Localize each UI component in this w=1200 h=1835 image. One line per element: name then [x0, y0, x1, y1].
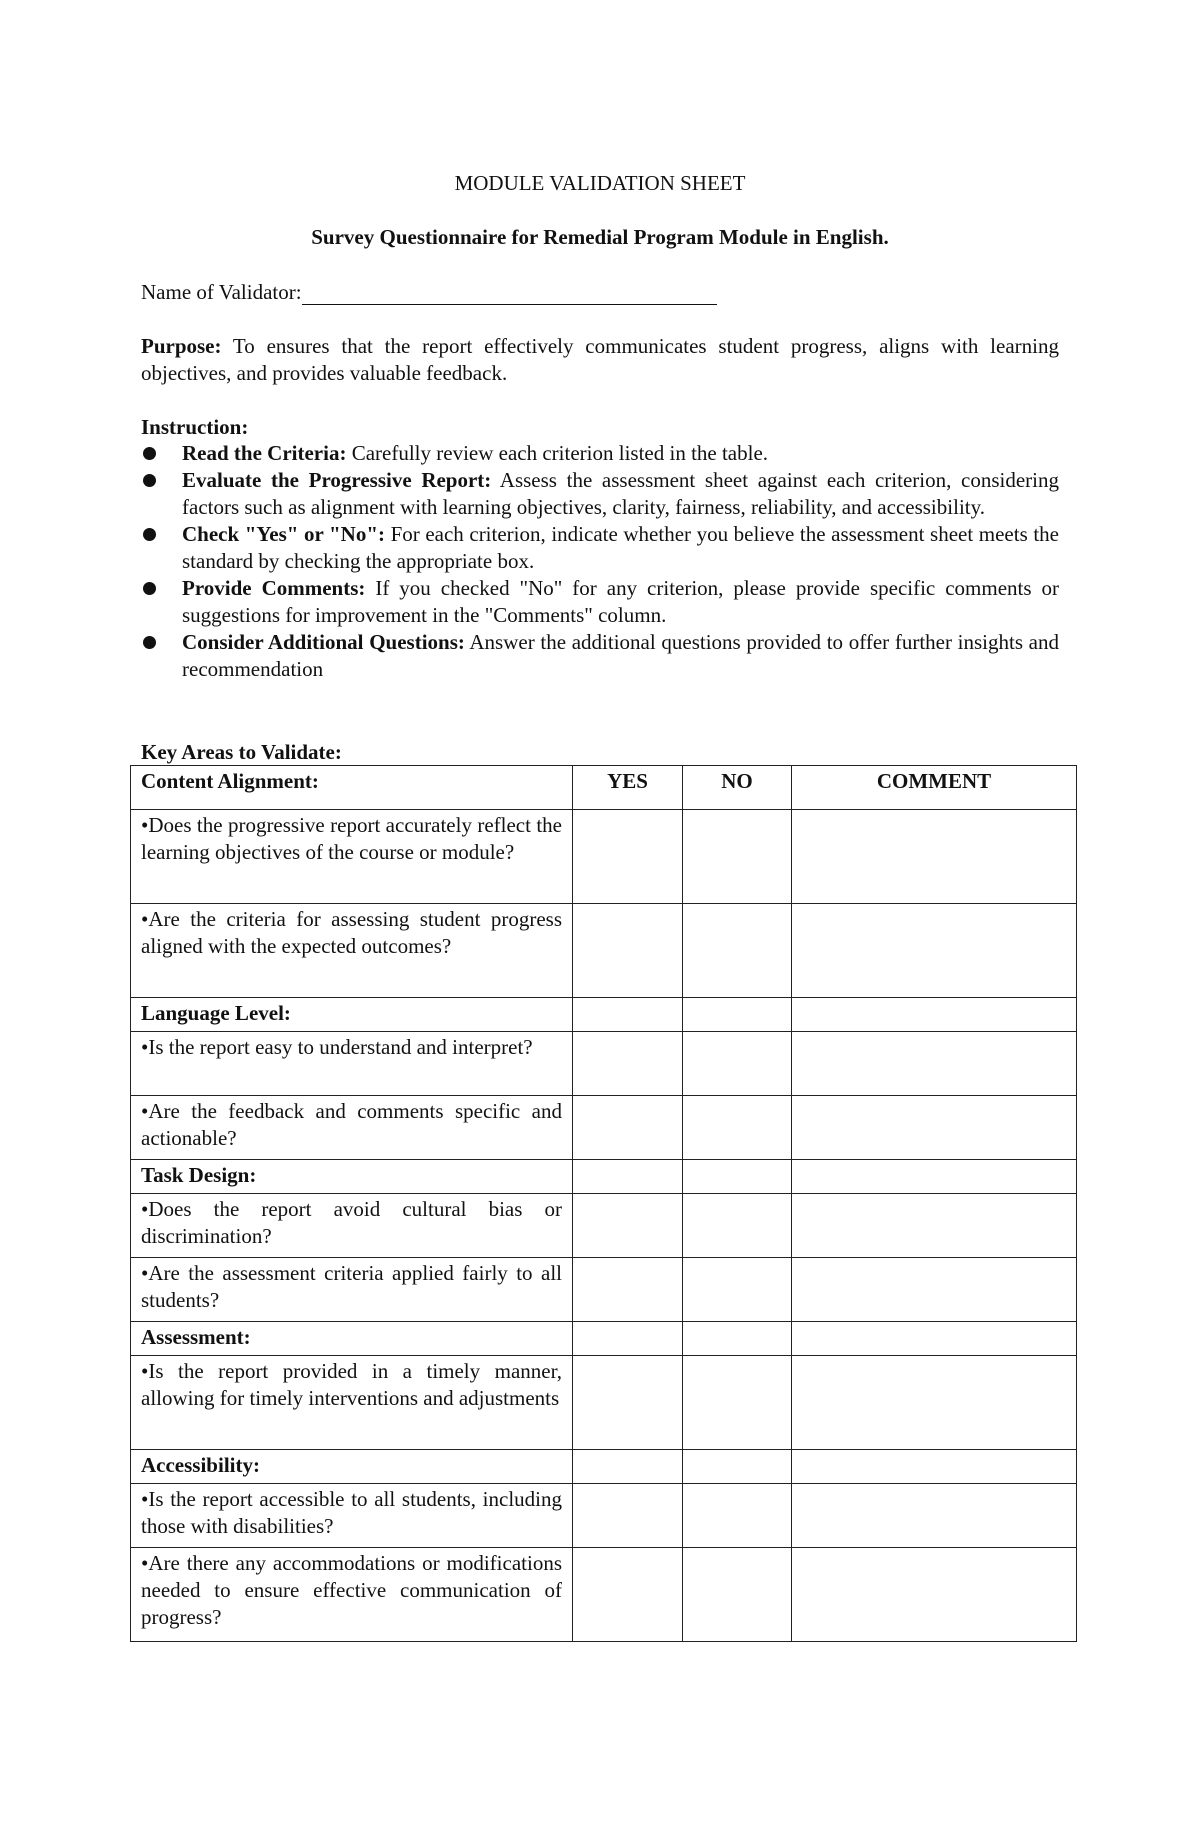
purpose-label: Purpose:: [141, 334, 222, 358]
yes-checkbox-cell[interactable]: [573, 1032, 683, 1096]
no-checkbox-cell[interactable]: [683, 1194, 792, 1258]
validator-name-blank[interactable]: [302, 282, 717, 305]
instruction-text: Assess the assessment sheet against each criterion, considering factors such as alignment with learning objectives, clarity, fairness, reliability, and accessibility.: [182, 468, 1059, 519]
instruction-label: Evaluate the Progressive Report:: [182, 468, 492, 492]
yes-checkbox-cell[interactable]: [573, 1258, 683, 1322]
yes-checkbox-cell[interactable]: [573, 1096, 683, 1160]
section-row: [131, 1322, 1077, 1356]
bullet-icon: [143, 582, 156, 595]
empty-cell: [792, 1450, 1077, 1484]
header-content-alignment: Content Alignment:: [131, 766, 573, 810]
section-label: Language Level:: [131, 998, 573, 1032]
comment-cell[interactable]: [792, 1096, 1077, 1160]
comment-cell[interactable]: [792, 1032, 1077, 1096]
header-yes: YES: [573, 766, 683, 810]
table-row: [131, 1548, 1077, 1642]
instruction-item: [141, 629, 1059, 683]
instruction-item: [141, 575, 1059, 629]
section-row: [131, 1160, 1077, 1194]
key-areas-heading: Key Areas to Validate:: [141, 740, 342, 764]
empty-cell: [573, 1450, 683, 1484]
yes-checkbox-cell[interactable]: [573, 904, 683, 998]
criterion-cell: •Are there any accommodations or modifications needed to ensure effective communication of progress?: [131, 1548, 573, 1642]
empty-cell: [792, 998, 1077, 1032]
yes-checkbox-cell[interactable]: [573, 1484, 683, 1548]
bullet-icon: [143, 528, 156, 541]
instruction-label: Provide Comments:: [182, 576, 366, 600]
bullet-icon: [143, 474, 156, 487]
table-row: [131, 1356, 1077, 1450]
no-checkbox-cell[interactable]: [683, 1032, 792, 1096]
section-label: Assessment:: [131, 1322, 573, 1356]
instruction-label: Consider Additional Questions:: [182, 630, 465, 654]
table-header-row: [131, 766, 1077, 810]
criterion-cell: •Are the feedback and comments specific and actionable?: [131, 1096, 573, 1160]
comment-cell[interactable]: [792, 810, 1077, 904]
table-row: [131, 1096, 1077, 1160]
purpose-text: To ensures that the report effectively communicates student progress, aligns with learning objectives, and provides valuable feedback.: [141, 334, 1059, 385]
instruction-heading: Instruction:: [141, 415, 249, 439]
yes-checkbox-cell[interactable]: [573, 1194, 683, 1258]
empty-cell: [573, 1160, 683, 1194]
no-checkbox-cell[interactable]: [683, 1258, 792, 1322]
criterion-cell: •Does the progressive report accurately reflect the learning objectives of the course or module?: [131, 810, 573, 904]
comment-cell[interactable]: [792, 1484, 1077, 1548]
instruction-list: [141, 440, 1059, 683]
comment-cell[interactable]: [792, 1194, 1077, 1258]
empty-cell: [792, 1322, 1077, 1356]
section-label: Task Design:: [131, 1160, 573, 1194]
empty-cell: [683, 998, 792, 1032]
no-checkbox-cell[interactable]: [683, 810, 792, 904]
instruction-label: Check "Yes" or "No":: [182, 522, 385, 546]
validator-label: Name of Validator:: [141, 280, 302, 304]
empty-cell: [573, 1322, 683, 1356]
comment-cell[interactable]: [792, 1356, 1077, 1450]
criterion-cell: •Are the assessment criteria applied fairly to all students?: [131, 1258, 573, 1322]
criterion-cell: •Is the report provided in a timely manner, allowing for timely interventions and adjustments: [131, 1356, 573, 1450]
criterion-cell: •Does the report avoid cultural bias or discrimination?: [131, 1194, 573, 1258]
empty-cell: [573, 998, 683, 1032]
instruction-label: Read the Criteria:: [182, 441, 347, 465]
bullet-icon: [143, 447, 156, 460]
comment-cell[interactable]: [792, 1258, 1077, 1322]
no-checkbox-cell[interactable]: [683, 904, 792, 998]
yes-checkbox-cell[interactable]: [573, 810, 683, 904]
header-no: NO: [683, 766, 792, 810]
yes-checkbox-cell[interactable]: [573, 1548, 683, 1642]
bullet-icon: [143, 636, 156, 649]
document-subtitle: Survey Questionnaire for Remedial Program Module in English.: [311, 225, 889, 249]
no-checkbox-cell[interactable]: [683, 1356, 792, 1450]
empty-cell: [683, 1322, 792, 1356]
header-comment: COMMENT: [792, 766, 1077, 810]
validation-table: [130, 765, 1077, 1642]
instruction-item: [141, 521, 1059, 575]
no-checkbox-cell[interactable]: [683, 1484, 792, 1548]
empty-cell: [683, 1450, 792, 1484]
comment-cell[interactable]: [792, 904, 1077, 998]
section-label: Accessibility:: [131, 1450, 573, 1484]
table-row: [131, 1258, 1077, 1322]
table-row: [131, 904, 1077, 998]
instruction-text: If you checked "No" for any criterion, please provide specific comments or suggestions for improvement in the "Comments" column.: [182, 576, 1059, 627]
validator-field: [141, 279, 717, 305]
table-row: [131, 1032, 1077, 1096]
yes-checkbox-cell[interactable]: [573, 1356, 683, 1450]
table-row: [131, 810, 1077, 904]
document-title: MODULE VALIDATION SHEET: [454, 171, 746, 195]
table-row: [131, 1194, 1077, 1258]
section-row: [131, 998, 1077, 1032]
section-row: [131, 1450, 1077, 1484]
no-checkbox-cell[interactable]: [683, 1548, 792, 1642]
instruction-item: [141, 440, 1059, 467]
empty-cell: [792, 1160, 1077, 1194]
empty-cell: [683, 1160, 792, 1194]
no-checkbox-cell[interactable]: [683, 1096, 792, 1160]
comment-cell[interactable]: [792, 1548, 1077, 1642]
instruction-item: [141, 467, 1059, 521]
criterion-cell: •Are the criteria for assessing student progress aligned with the expected outcomes?: [131, 904, 573, 998]
instruction-text: For each criterion, indicate whether you believe the assessment sheet meets the standard by checking the appropriate box.: [182, 522, 1059, 573]
criterion-cell: •Is the report accessible to all students, including those with disabilities?: [131, 1484, 573, 1548]
criterion-cell: •Is the report easy to understand and interpret?: [131, 1032, 573, 1096]
instruction-text: Carefully review each criterion listed in the table.: [346, 441, 769, 465]
instruction-text: Answer the additional questions provided to offer further insights and recommendation: [182, 630, 1059, 681]
table-row: [131, 1484, 1077, 1548]
purpose-paragraph: [141, 333, 1059, 387]
